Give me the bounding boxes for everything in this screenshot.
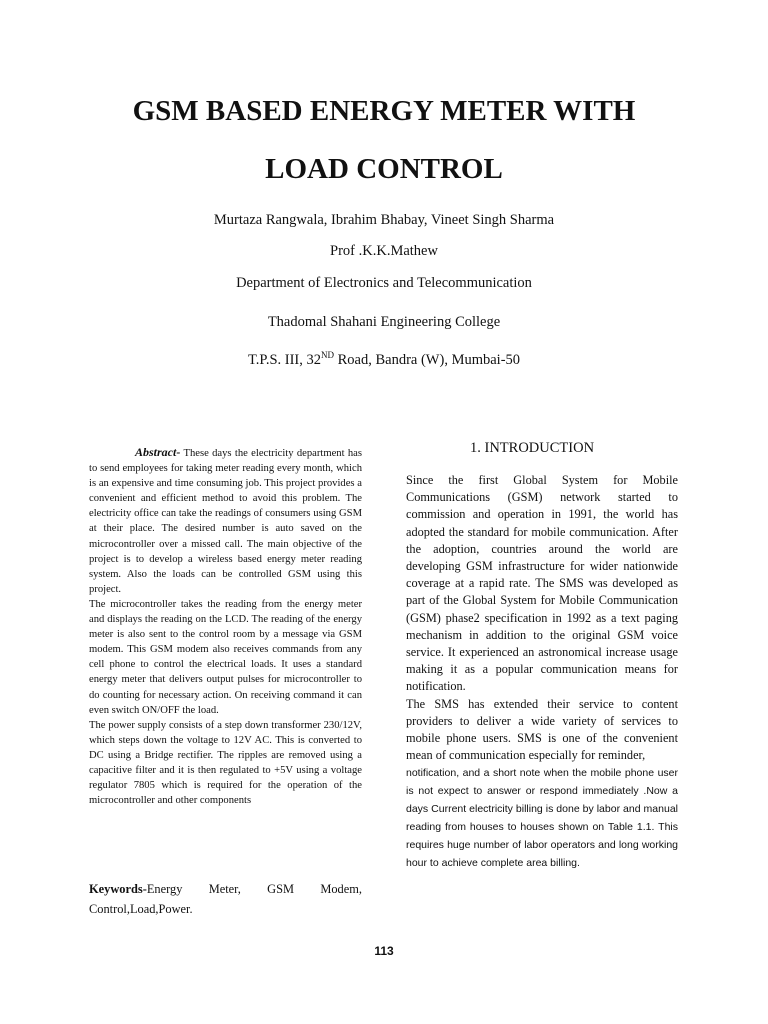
introduction-paragraph-3: notification, and a short note when the mobile phone user is not expect to answer or respond immediately .Now a days Current electricity billing is done by labor and manual reading from houses to houses shown on Table 1.1. This requires huge number of labor operators and long working hour to achieve complete area billing. (406, 767, 678, 870)
address-suffix: Road, Bandra (W), Mumbai-50 (334, 351, 521, 368)
address (0, 350, 768, 369)
paper-title (0, 82, 768, 198)
professor-name: Prof .K.K.Mathew (330, 243, 438, 259)
keywords-text: Energy Meter, GSM Modem, Control,Load,Power. (89, 882, 362, 916)
introduction-section (406, 472, 678, 872)
introduction-paragraph-1: Since the first Global System for Mobile Communications (GSM) network started to commission and operation in 1991, the world has adopted the standard for mobile communication. After the adoption, countries around the world are developing GSM infrastructure for wider nationwide coverage at a rapid rate. The SMS was developed as part of the Global System for Mobile Communication (GSM) phase2 specification in 1992 as a text paging mechanism in addition to the original GSM voice service. It experienced an astronomical increase usage making it as a popular communication means for notification. (406, 473, 678, 694)
abstract-paragraph-1 (89, 445, 362, 597)
college-name: Thadomal Shahani Engineering College (267, 314, 501, 330)
title-line-2: LOAD CONTROL (265, 153, 503, 185)
keywords-section (89, 879, 362, 919)
author-list: Murtaza Rangwala, Ibrahim Bhabay, Vineet Singh Sharma (213, 212, 555, 228)
abstract-label: Abstract- (135, 445, 181, 459)
introduction-paragraph-2: The SMS has extended their service to content providers to deliver a wide variety of services to mobile phone users. SMS is one of the convenient mean of communication especially for reminder, (406, 696, 678, 763)
address-superscript: ND (321, 350, 334, 360)
abstract-paragraph-3: The power supply consists of a step down transformer 230/12V, which steps down the voltage to 12V AC. This is converted to DC using a Bridge rectifier. The ripples are removed using a capacitive filter and it is then regulated to +5V using a voltage regulator 7805 which is required for the operation of the microcontroller and other components (89, 719, 362, 807)
page-number: 113 (374, 944, 394, 958)
abstract-paragraph-2: The microcontroller takes the reading from the energy meter and displays the reading on the LCD. The reading of the energy meter is also sent to the control room by a message via GSM modem. This GSM modem also receives commands from any cell phone to control the electrical loads. It uses a standard energy meter that delivers output pulses for microcontroller to do counting for necessary action. On receiving command it can even switch ON/OFF the load. (89, 598, 362, 716)
department-name: Department of Electronics and Telecommunication (236, 275, 532, 291)
introduction-heading: 1. INTRODUCTION (470, 440, 595, 456)
abstract-text-1: These days the electricity department has to send employees for taking meter reading every month, which is an expensive and time consuming job. This project provides a convenient and efficient method to avoid this problem. The electricity office can take the readings of consumers using GSM at their place. The desired number is auto saved on the microcontroller over a missed call. The main objective of the project is to develop a wireless based energy meter reading system. Also the loads can be controlled GSM using this project. (89, 448, 362, 595)
address-prefix: T.P.S. III, 32 (247, 351, 321, 368)
title-line-1: GSM BASED ENERGY METER WITH (132, 95, 636, 127)
abstract-section (89, 445, 362, 808)
keywords-label: Keywords- (89, 882, 147, 896)
